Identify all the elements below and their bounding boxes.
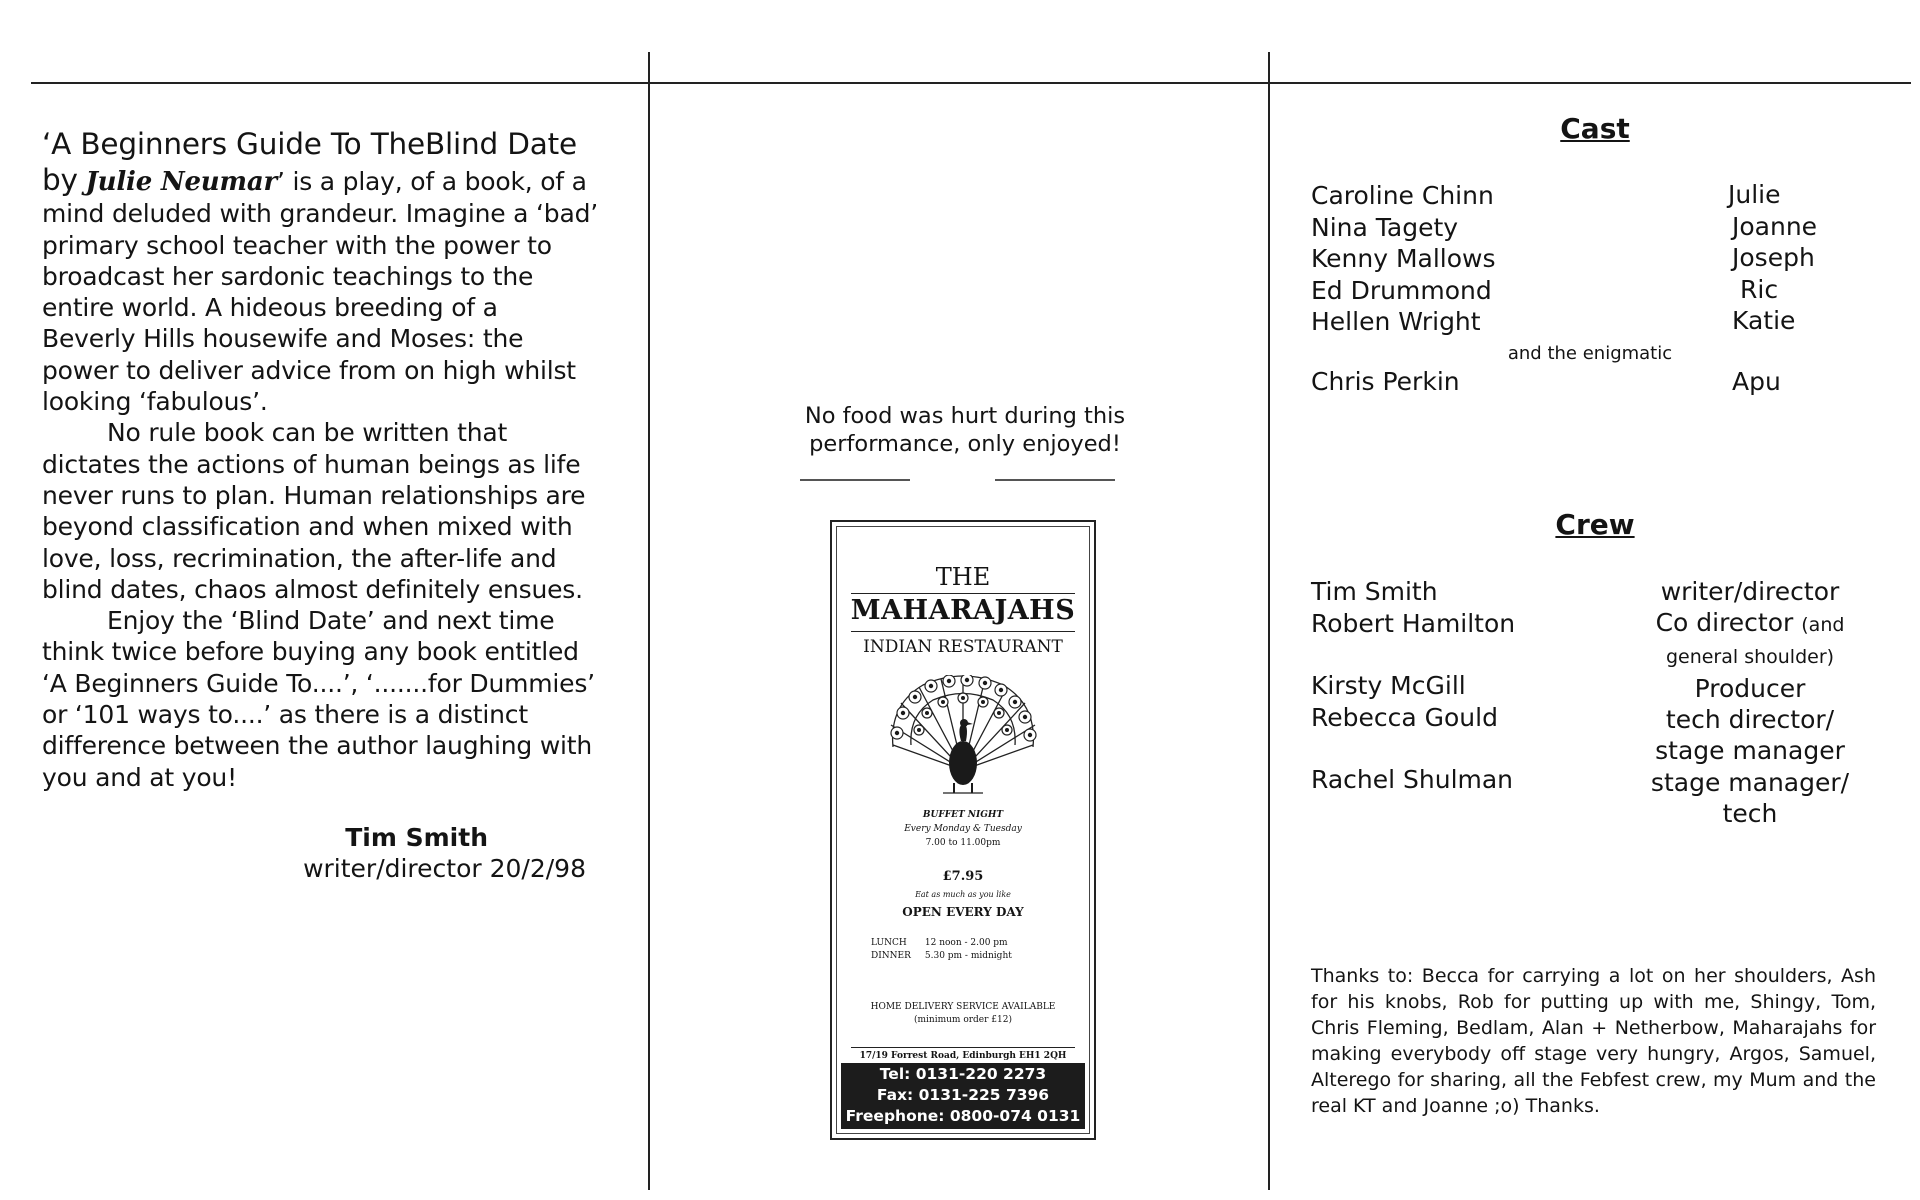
cast-actor: Caroline Chinn [1311,181,1494,210]
peacock-logo [883,675,1043,795]
advert-eat-note: Eat as much as you like [915,890,1011,899]
advert-contact-box [841,1063,1085,1129]
cast-actor: Hellen Wright [1311,307,1481,336]
minimum-order: (minimum order £12) [914,1015,1012,1025]
advert-price: £7.95 [942,869,984,884]
advert-fax: Fax: 0131-225 7396 [876,1086,1050,1104]
advert-delivery [837,1001,1089,1027]
dinner-time: 5.30 pm - midnight [924,951,1012,961]
advert-tel: Tel: 0131-220 2273 [879,1065,1047,1083]
divider-dash-left [800,479,910,481]
cast-role: Joanne [1732,211,1818,241]
crew-names [1311,576,1515,796]
advert-the: THE [935,563,991,591]
thanks-note: Thanks to: Becca for carrying a lot on her shoulders, Ash for his knobs, Rob for putting up with me, Shingy, Tom, Chris Fleming, Bedlam, Alan + Netherbow, Maharajahs for making everybody off stage very hungry, Argos, Samuel, Alterego for sharing, all the Febfest crew, my Mum and the real KT and Joanne ;o) Thanks. [1311,965,1876,1117]
intro-text [42,126,598,793]
lunch-label: LUNCH [871,938,907,948]
divider-dash-right [995,479,1115,481]
advert-freephone: Freephone: 0800-074 0131 [845,1107,1081,1125]
advert-inner-frame [836,526,1090,1134]
crew-role [1640,607,1860,641]
advert-rule-address [851,1047,1075,1048]
advert-opening-hours [871,937,1026,963]
advert-address: 17/19 Forrest Road, Edinburgh EH1 2QH [859,1051,1067,1061]
advert-buffet-days: Every Monday & Tuesday [904,824,1022,834]
crew-name: Kirsty McGill [1311,671,1466,700]
cast-extra-actor: Chris Perkin [1311,367,1460,396]
cast-extra-role: Apu [1732,367,1781,396]
crew-name: Robert Hamilton [1311,608,1516,638]
author-name: Julie Neumar [85,167,277,197]
intro-paragraph-3: Enjoy the ‘Blind Date’ and next time think twice before buying any book entitled ‘A Beginners Guide To....’, ‘.......for Dummies’ or ‘101 ways to....’ as there is a distinct difference between the author laughing with you and at you! [42,606,595,792]
signature [250,822,586,884]
cast-role: Joseph [1732,243,1815,272]
fold-line-right [1268,52,1270,1190]
dinner-label: DINNER [871,951,911,961]
crew-role-part: Co director [1655,608,1794,638]
cast-actors [1311,180,1496,338]
advert-rule-bottom [851,631,1075,632]
intro-paragraph-1 [42,126,598,417]
no-food-line-2: performance, only enjoyed! [809,431,1121,457]
intro-title: ‘A Beginners Guide To TheBlind Date [42,127,577,161]
crew-role: general shoulder) [1665,645,1835,668]
crew-name: Tim Smith [1311,577,1438,606]
cast-heading: Cast [1560,112,1630,145]
intro-paragraph-2: No rule book can be written that dictates the actions of human beings as life never runs to plan. Human relationships are beyond classification and when mixed with love, loss, recrimination, the after-life and blind dates, chaos almost definitely ensues. [42,418,586,604]
crew-roles [1640,576,1860,829]
crew-role: stage manager [1655,736,1845,766]
crew-heading: Crew [1555,508,1635,541]
advert-subtitle: INDIAN RESTAURANT [863,637,1063,657]
intro-paragraph-1-body: ’ is a play, of a book, of a mind deluded with grandeur. Imagine a ‘bad’ primary school teacher with the power to broadcast her sardonic teachings to the entire world. A hideous breeding of a Beverly Hills housewife and Moses: the power to deliver advice from on high whilst looking ‘fabulous’. [42,167,598,417]
signature-role: writer/director 20/2/98 [303,854,586,883]
cast-actor: Nina Tagety [1311,212,1459,242]
lunch-time: 12 noon - 2.00 pm [924,938,1008,948]
advert-rule-top [851,593,1075,594]
crew-role-part: (and [1801,614,1845,637]
crew-role: writer/director [1660,577,1840,606]
cast-actor: Kenny Mallows [1311,244,1496,273]
restaurant-advert [830,520,1096,1140]
signature-name: Tim Smith [345,823,488,852]
intro-by: by [42,163,78,197]
crew-name: Rachel Shulman [1311,765,1514,794]
cast-role: Katie [1732,306,1796,335]
top-rule [31,82,1911,84]
crew-role: tech director/ [1665,705,1835,735]
cast-actor: Ed Drummond [1311,275,1492,305]
enigmatic-note: and the enigmatic [1507,343,1673,364]
cast-role: Julie [1728,180,1781,209]
no-food-line-1: No food was hurt during this [804,403,1126,429]
fold-line-left [648,52,650,1190]
advert-buffet-title: BUFFET NIGHT [922,810,1004,820]
advert-open-every-day: OPEN EVERY DAY [902,905,1024,919]
crew-role: stage manager/ [1650,767,1850,797]
crew-role: tech [1722,799,1778,829]
cast-roles [1728,179,1817,337]
delivery-line: HOME DELIVERY SERVICE AVAILABLE [870,1002,1056,1012]
crew-role: Producer [1694,673,1806,703]
cast-role: Ric [1740,274,1779,304]
advert-buffet-time: 7.00 to 11.00pm [925,838,1001,848]
advert-restaurant-name: MAHARAJAHS [850,595,1076,626]
crew-name: Rebecca Gould [1311,702,1498,732]
no-food-note [780,402,1150,458]
